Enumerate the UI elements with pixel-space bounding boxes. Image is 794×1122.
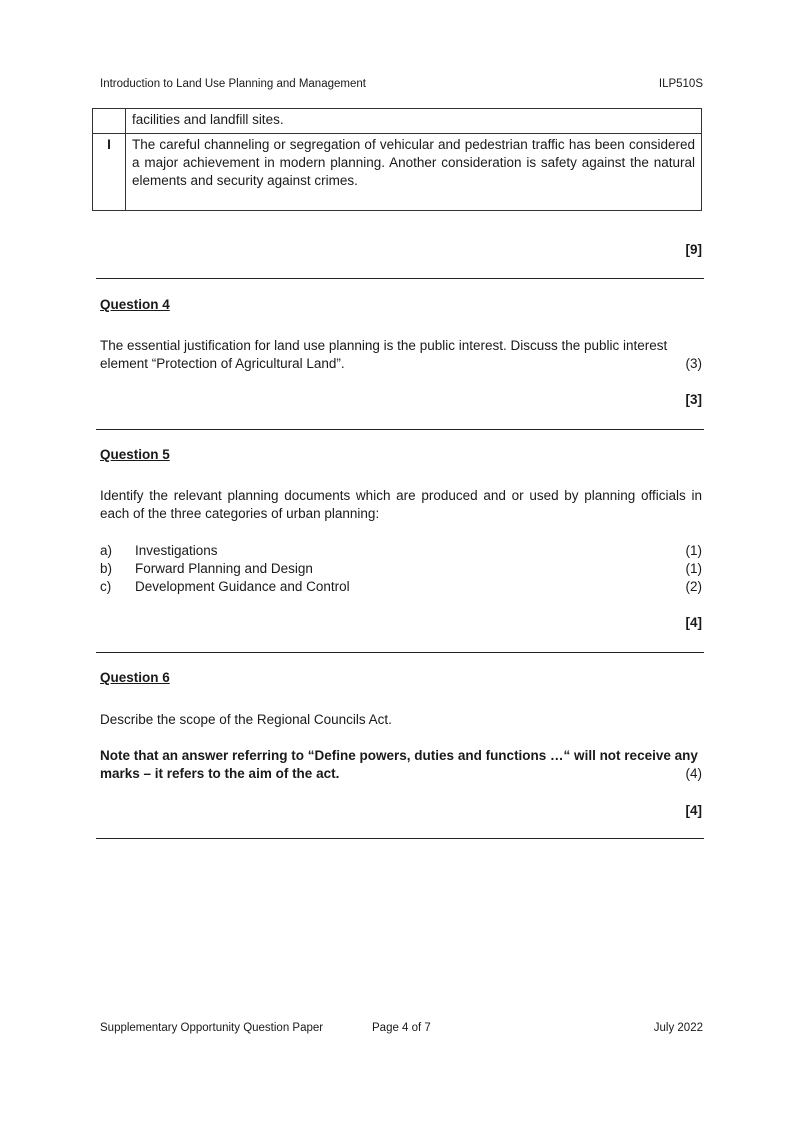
question-5-title: Question 5 (100, 447, 170, 462)
question-6-note-line2-row (100, 765, 702, 783)
q4-total-marks: [3] (685, 392, 702, 407)
section-divider (96, 652, 704, 653)
question-4-text-line2-row (100, 355, 702, 373)
section-divider (96, 838, 704, 839)
q5-total-marks: [4] (685, 615, 702, 630)
table-row (93, 109, 702, 134)
course-code: ILP510S (658, 78, 703, 90)
q3-total-marks: [9] (685, 242, 702, 257)
item-marks: (1) (685, 543, 702, 558)
footer-page-number: Page 4 of 7 (372, 1022, 431, 1034)
question-5-intro: Identify the relevant planning documents which are produced and or used by planning officials in each of the three categories of urban planning: (100, 488, 702, 521)
item-letter: a) (100, 543, 113, 558)
footer-paper-type: Supplementary Opportunity Question Paper (100, 1022, 324, 1034)
question-6-marks: (4) (685, 766, 702, 781)
question-6-note-line1: Note that an answer referring to “Define powers, duties and functions …“ will not receive any (100, 748, 698, 763)
item-letter: b) (100, 561, 113, 576)
row-text: facilities and landfill sites. (126, 109, 702, 134)
question-6-prompt: Describe the scope of the Regional Councils Act. (100, 712, 392, 727)
list-item (100, 578, 702, 596)
item-text: Investigations (135, 543, 218, 558)
course-title: Introduction to Land Use Planning and Management (100, 78, 366, 90)
question-4-marks: (3) (685, 356, 702, 371)
item-marks: (1) (685, 561, 702, 576)
question-4-title: Question 4 (100, 297, 170, 312)
item-letter: c) (100, 579, 112, 594)
item-text: Forward Planning and Design (135, 561, 313, 576)
list-item (100, 542, 702, 560)
row-key (93, 109, 126, 134)
answer-table (92, 108, 702, 211)
row-text: The careful channeling or segregation of vehicular and pedestrian traffic has been considered a major achievement in modern planning. Another consideration is safety against the natural elements and security against crimes. (126, 134, 702, 211)
question-4-text-line2: element “Protection of Agricultural Land”. (100, 356, 345, 371)
question-6-note-line2: marks – it refers to the aim of the act. (100, 766, 340, 781)
q6-total-marks: [4] (685, 803, 702, 818)
row-key: I (93, 134, 126, 211)
section-divider (96, 429, 704, 430)
list-item (100, 560, 702, 578)
section-divider (96, 278, 704, 279)
question-6-title: Question 6 (100, 670, 170, 685)
question-4-text-line1: The essential justification for land use planning is the public interest. Discuss the public interest (100, 338, 668, 353)
item-text: Development Guidance and Control (135, 579, 350, 594)
item-marks: (2) (685, 579, 702, 594)
table-row (93, 134, 702, 211)
footer-date: July 2022 (653, 1022, 703, 1034)
